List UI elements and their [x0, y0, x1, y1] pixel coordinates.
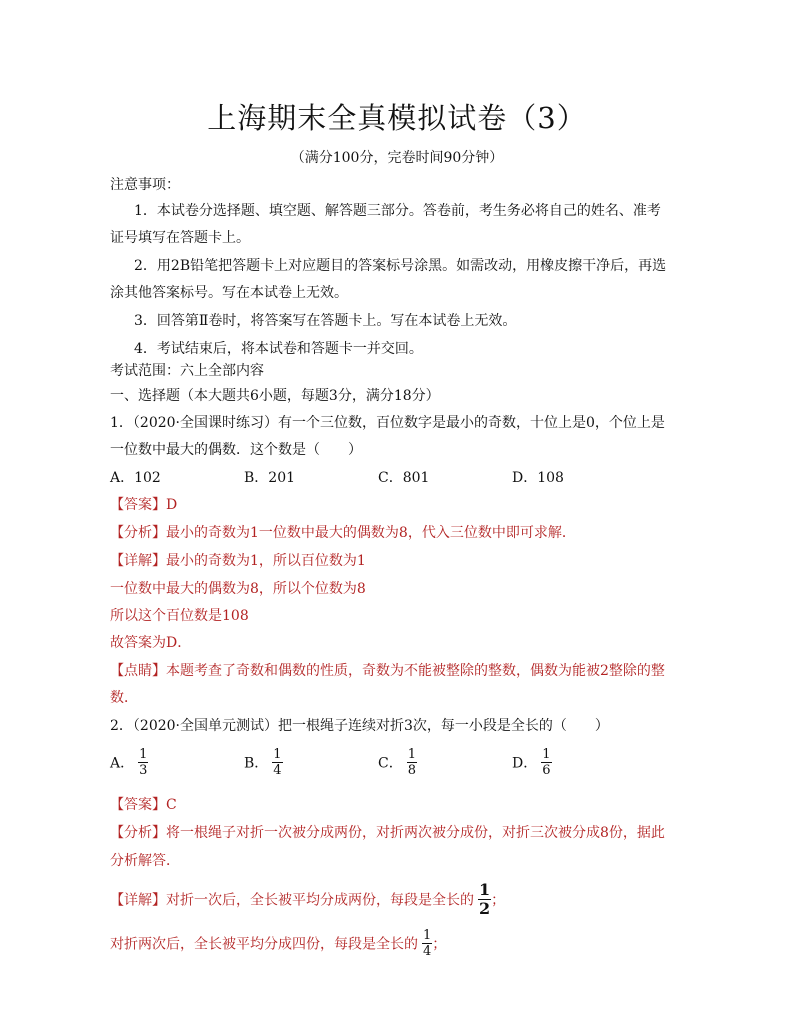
q1-option-c: C．801: [378, 470, 430, 486]
q1-comment-line-1: 【点睛】本题考查了奇数和偶数的性质，奇数为不能被整除的整数，偶数为能被2整除的整: [110, 663, 665, 679]
q1-answer: 【答案】D: [110, 497, 178, 513]
q2-option-a-fraction: [138, 747, 148, 778]
q2-detail-line-1: [110, 881, 505, 918]
q2-detail-2-tail: ；: [432, 936, 447, 953]
notice-item-2-line-1: 2．用2B铅笔把答题卡上对应题目的答案标号涂黑。如需改动，用橡皮擦干净后，再选: [134, 258, 667, 274]
q2-option-a: [110, 747, 148, 778]
q1-detail-line-4: 故答案为D．: [110, 635, 192, 651]
notice-item-4: 4．考试结束后，将本试卷和答题卡一并交回。: [134, 341, 423, 357]
q2-option-b-numerator: 1: [273, 747, 282, 762]
page-title: 上海期末全真模拟试卷（3）: [207, 101, 587, 135]
q2-detail-1-fraction: [478, 881, 491, 918]
q2-detail-1-text: 【详解】对折一次后，全长被平均分成两份，每段是全长的: [110, 892, 474, 909]
q2-option-a-denominator: 3: [139, 763, 148, 778]
q1-detail-line-1: 【详解】最小的奇数为1，所以百位数为1: [110, 553, 366, 569]
exam-scope: 考试范围：六上全部内容: [110, 363, 264, 379]
q2-option-d-denominator: 6: [542, 763, 551, 778]
q2-detail-1-denominator: 2: [479, 899, 491, 918]
q2-option-c-label: C．: [378, 755, 403, 772]
q1-option-a: A．102: [110, 470, 161, 486]
q1-comment-line-2: 数．: [110, 690, 138, 706]
q1-detail-line-3: 所以这个百位数是108: [110, 608, 249, 624]
q2-detail-line-2: [110, 928, 446, 959]
q2-detail-2-text: 对折两次后，全长被平均分成四份，每段是全长的: [110, 936, 418, 953]
q2-detail-2-numerator: 1: [423, 928, 432, 943]
q2-option-a-numerator: 1: [139, 747, 148, 762]
q2-detail-2-denominator: 4: [423, 944, 432, 959]
q2-option-b: [244, 747, 283, 778]
page-subtitle: （满分100分，完卷时间90分钟）: [290, 150, 504, 166]
q1-stem-line-1: 1．（2020·全国课时练习）有一个三位数，百位数字是最小的奇数，十位上是0，个位上是: [110, 415, 665, 431]
q2-detail-1-numerator: 1: [479, 880, 491, 899]
section-1-heading: 一、选择题（本大题共6小题，每题3分，满分18分）: [110, 388, 440, 404]
notice-item-2-line-2: 涂其他答案标号。写在本试卷上无效。: [110, 285, 348, 301]
q2-option-a-label: A．: [110, 755, 135, 772]
q2-option-c-denominator: 8: [407, 763, 416, 778]
q2-option-c-numerator: 1: [407, 747, 416, 762]
q2-detail-2-fraction: [422, 928, 432, 959]
q2-detail-1-tail: ；: [491, 892, 506, 909]
notice-item-1-line-2: 证号填写在答题卡上。: [110, 230, 250, 246]
q2-option-d: [512, 747, 552, 778]
q2-option-c-fraction: [407, 747, 417, 778]
q1-option-b: B．201: [244, 470, 296, 486]
q2-option-d-numerator: 1: [542, 747, 551, 762]
q2-analysis-line-2: 分析解答．: [110, 853, 180, 869]
q2-option-b-label: B．: [244, 755, 269, 772]
q1-detail-line-2: 一位数中最大的偶数为8，所以个位数为8: [110, 581, 366, 597]
q2-option-d-label: D．: [512, 755, 538, 772]
q2-option-c: [378, 747, 417, 778]
q2-stem: 2．（2020·全国单元测试）把一根绳子连续对折3次，每一小段是全长的（ ）: [110, 718, 609, 734]
notice-item-3: 3．回答第Ⅱ卷时，将答案写在答题卡上。写在本试卷上无效。: [134, 313, 517, 329]
notice-item-1-line-1: 1．本试卷分选择题、填空题、解答题三部分。答卷前，考生务必将自己的姓名、准考: [134, 203, 661, 219]
q1-analysis: 【分析】最小的奇数为1一位数中最大的偶数为8，代入三位数中即可求解．: [110, 525, 576, 541]
q1-stem-line-2: 一位数中最大的偶数．这个数是（ ）: [110, 442, 362, 458]
notice-heading: 注意事项：: [110, 177, 180, 193]
q2-option-b-fraction: [272, 747, 282, 778]
q2-option-b-denominator: 4: [273, 763, 282, 778]
q2-option-d-fraction: [541, 747, 551, 778]
q2-answer: 【答案】C: [110, 797, 177, 813]
q2-analysis-line-1: 【分析】将一根绳子对折一次被分成两份，对折两次被分成份，对折三次被分成8份，据此: [110, 825, 665, 841]
q1-option-d: D．108: [512, 470, 564, 486]
